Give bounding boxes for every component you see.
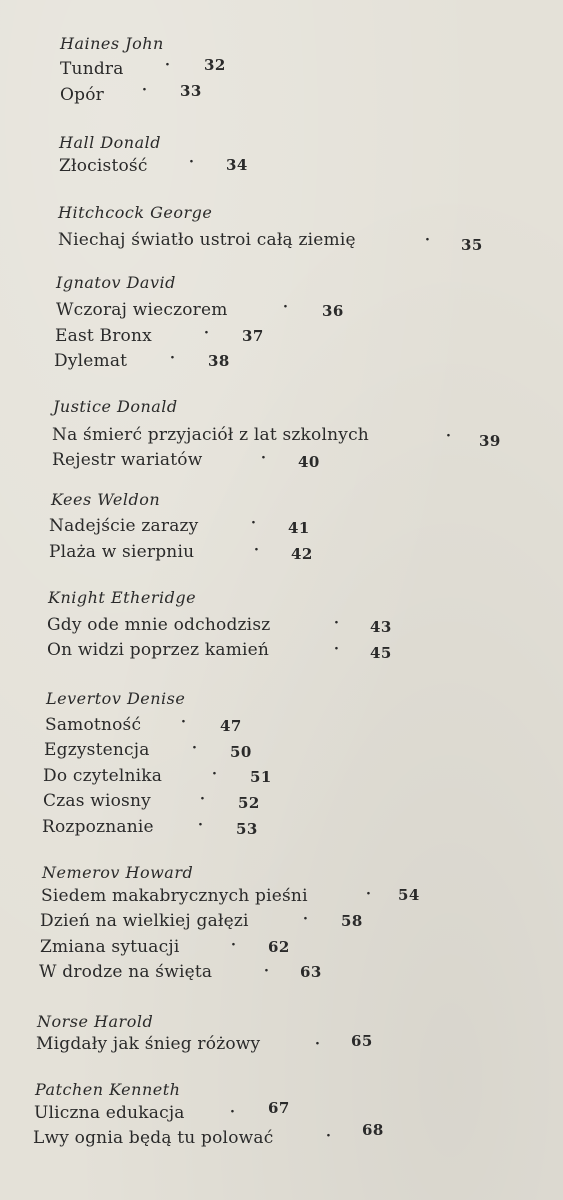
- entry-title: Rozpoznanie: [42, 817, 154, 837]
- entry-title: Samotność: [45, 715, 142, 735]
- entry-title: East Bronx: [55, 326, 152, 346]
- leader-dot: ·: [366, 886, 371, 902]
- entry-title: Gdy ode mnie odchodzisz: [47, 615, 271, 635]
- entry-title: Plaża w sierpniu: [49, 542, 195, 562]
- entry-page: 50: [230, 743, 252, 761]
- entry-title: Dylemat: [54, 351, 128, 371]
- entry-title: On widzi poprzez kamień: [47, 640, 270, 660]
- entry-title: Uliczna edukacja: [34, 1103, 185, 1123]
- entry-page: 40: [298, 453, 320, 471]
- leader-dot: ·: [303, 911, 308, 927]
- entry-page: 41: [288, 519, 310, 537]
- author-name: Haines John: [60, 34, 164, 53]
- leader-dot: ·: [334, 615, 339, 631]
- leader-dot: ·: [264, 963, 269, 979]
- entry-page: 32: [204, 56, 226, 74]
- leader-dot: ·: [254, 542, 259, 558]
- entry-page: 52: [238, 794, 260, 812]
- entry-page: 68: [362, 1121, 384, 1139]
- entry-title: Wczoraj wieczorem: [56, 300, 228, 320]
- author-name: Kees Weldon: [51, 490, 161, 509]
- author-name: Justice Donald: [53, 397, 178, 416]
- entry-page: 34: [226, 156, 248, 174]
- entry-page: 39: [479, 432, 501, 450]
- entry-title: Siedem makabrycznych pieśni: [41, 886, 308, 906]
- author-name: Hall Donald: [59, 133, 161, 152]
- entry-page: 37: [242, 327, 264, 345]
- entry-title: Rejestr wariatów: [52, 450, 203, 470]
- entry-title: Nadejście zarazy: [49, 516, 199, 536]
- leader-dot: ·: [231, 937, 236, 953]
- leader-dot: ·: [261, 450, 266, 466]
- leader-dot: ·: [181, 714, 186, 730]
- entry-page: 62: [268, 938, 290, 956]
- entry-page: 35: [461, 236, 483, 254]
- entry-page: 43: [370, 618, 392, 636]
- author-name: Levertov Denise: [46, 689, 186, 708]
- entry-page: 54: [398, 886, 420, 904]
- entry-title: Dzień na wielkiej gałęzi: [40, 911, 249, 931]
- leader-dot: ·: [251, 515, 256, 531]
- entry-title: Tundra: [60, 59, 124, 79]
- entry-title: Migdały jak śnieg różowy: [36, 1034, 261, 1054]
- entry-page: 36: [322, 302, 344, 320]
- author-name: Ignatov David: [56, 273, 176, 292]
- entry-page: 33: [180, 82, 202, 100]
- author-name: Knight Etheridge: [48, 588, 197, 607]
- leader-dot: ·: [212, 766, 217, 782]
- leader-dot: ·: [230, 1104, 235, 1120]
- entry-title: Czas wiosny: [43, 791, 151, 811]
- author-name: Hitchcock George: [58, 203, 213, 222]
- entry-title: Opór: [60, 85, 104, 105]
- leader-dot: ·: [425, 232, 430, 248]
- entry-title: Egzystencja: [44, 740, 150, 760]
- leader-dot: ·: [142, 82, 147, 98]
- leader-dot: ·: [198, 817, 203, 833]
- entry-title: W drodze na święta: [39, 962, 213, 982]
- leader-dot: ·: [334, 641, 339, 657]
- entry-page: 53: [236, 820, 258, 838]
- entry-title: Niechaj światło ustroi całą ziemię: [58, 230, 356, 250]
- leader-dot: ·: [326, 1128, 331, 1144]
- entry-title: Do czytelnika: [43, 766, 163, 786]
- leader-dot: ·: [192, 740, 197, 756]
- entry-title: Lwy ognia będą tu polować: [33, 1128, 274, 1148]
- entry-page: 38: [208, 352, 230, 370]
- entry-page: 51: [250, 768, 272, 786]
- leader-dot: ·: [200, 791, 205, 807]
- entry-page: 58: [341, 912, 363, 930]
- leader-dot: ·: [446, 428, 451, 444]
- author-name: Norse Harold: [37, 1012, 154, 1031]
- author-name: Patchen Kenneth: [35, 1080, 181, 1099]
- entry-page: 47: [220, 717, 242, 735]
- entry-page: 63: [300, 963, 322, 981]
- entry-page: 65: [351, 1032, 373, 1050]
- entry-title: Na śmierć przyjaciół z lat szkolnych: [52, 425, 369, 445]
- leader-dot: ·: [204, 325, 209, 341]
- author-name: Nemerov Howard: [42, 863, 194, 882]
- leader-dot: ·: [315, 1036, 320, 1052]
- entry-title: Złocistość: [59, 156, 148, 176]
- entry-page: 42: [291, 545, 313, 563]
- entry-page: 45: [370, 644, 392, 662]
- entry-title: Zmiana sytuacji: [40, 937, 180, 957]
- leader-dot: ·: [189, 154, 194, 170]
- leader-dot: ·: [165, 57, 170, 73]
- leader-dot: ·: [170, 350, 175, 366]
- leader-dot: ·: [283, 299, 288, 315]
- entry-page: 67: [268, 1099, 290, 1117]
